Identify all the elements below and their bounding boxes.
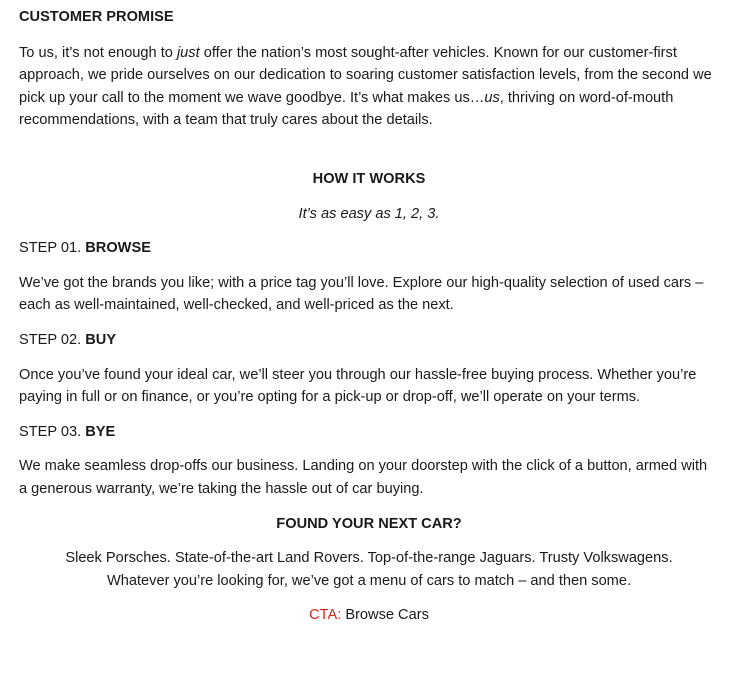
- how-it-works-tagline: It’s as easy as 1, 2, 3.: [298, 205, 440, 222]
- step-3-prefix: STEP 03.: [19, 423, 86, 440]
- customer-promise-text-2: offer the nation’s most sought-after vehicles. Known for our customer-first approach, we pride ourselves on our dedication to soaring customer satisfaction levels, from the second we pick up your call to the moment we wave goodbye. It’s what makes us…: [19, 44, 712, 106]
- step-1-title: BROWSE: [85, 240, 151, 257]
- step-1-heading: [19, 237, 719, 260]
- step-3-heading: [19, 421, 719, 444]
- cta-line[interactable]: [19, 604, 719, 627]
- customer-promise-paragraph: [19, 42, 719, 132]
- step-2-prefix: STEP 02.: [19, 331, 86, 348]
- step-1-body: We’ve got the brands you like; with a price tag you’ll love. Explore our high-quality selection of used cars – each as well-maintained, well-checked, and well-priced as the next.: [19, 274, 704, 314]
- cta-label: CTA:: [309, 607, 342, 624]
- customer-promise-text-1: To us, it’s not enough to: [19, 44, 177, 61]
- found-car-heading: FOUND YOUR NEXT CAR?: [276, 515, 462, 532]
- customer-promise-emphasis-us: us: [484, 89, 500, 106]
- cta-browse-cars[interactable]: Browse Cars: [341, 607, 429, 624]
- customer-promise-text-3: , thriving on word-of-mouth recommendations, with a team that truly cares about the details.: [19, 89, 674, 129]
- customer-promise-heading: CUSTOMER PROMISE: [19, 9, 174, 25]
- step-2-body: Once you’ve found your ideal car, we’ll steer you through our hassle-free buying process. Whether you’re paying in full or on finance, or you’re opting for a pick-up or drop-off, we’ll operate on your terms.: [19, 366, 697, 406]
- step-1-prefix: STEP 01.: [19, 240, 86, 257]
- document-body: [19, 6, 719, 627]
- how-it-works-heading: HOW IT WORKS: [312, 170, 426, 187]
- found-car-line-2: Whatever you’re looking for, we’ve got a menu of cars to match – and then some.: [106, 572, 632, 589]
- step-3-title: BYE: [85, 423, 116, 440]
- step-2-heading: [19, 329, 719, 352]
- step-3-body: We make seamless drop-offs our business. Landing on your doorstep with the click of a button, armed with a generous warranty, we’re taking the hassle out of car buying.: [19, 458, 708, 497]
- found-car-line-1: Sleek Porsches. State-of-the-art Land Rovers. Top-of-the-range Jaguars. Trusty Volkswagens.: [65, 550, 673, 567]
- customer-promise-emphasis-just: just: [176, 44, 200, 61]
- step-2-title: BUY: [85, 331, 117, 348]
